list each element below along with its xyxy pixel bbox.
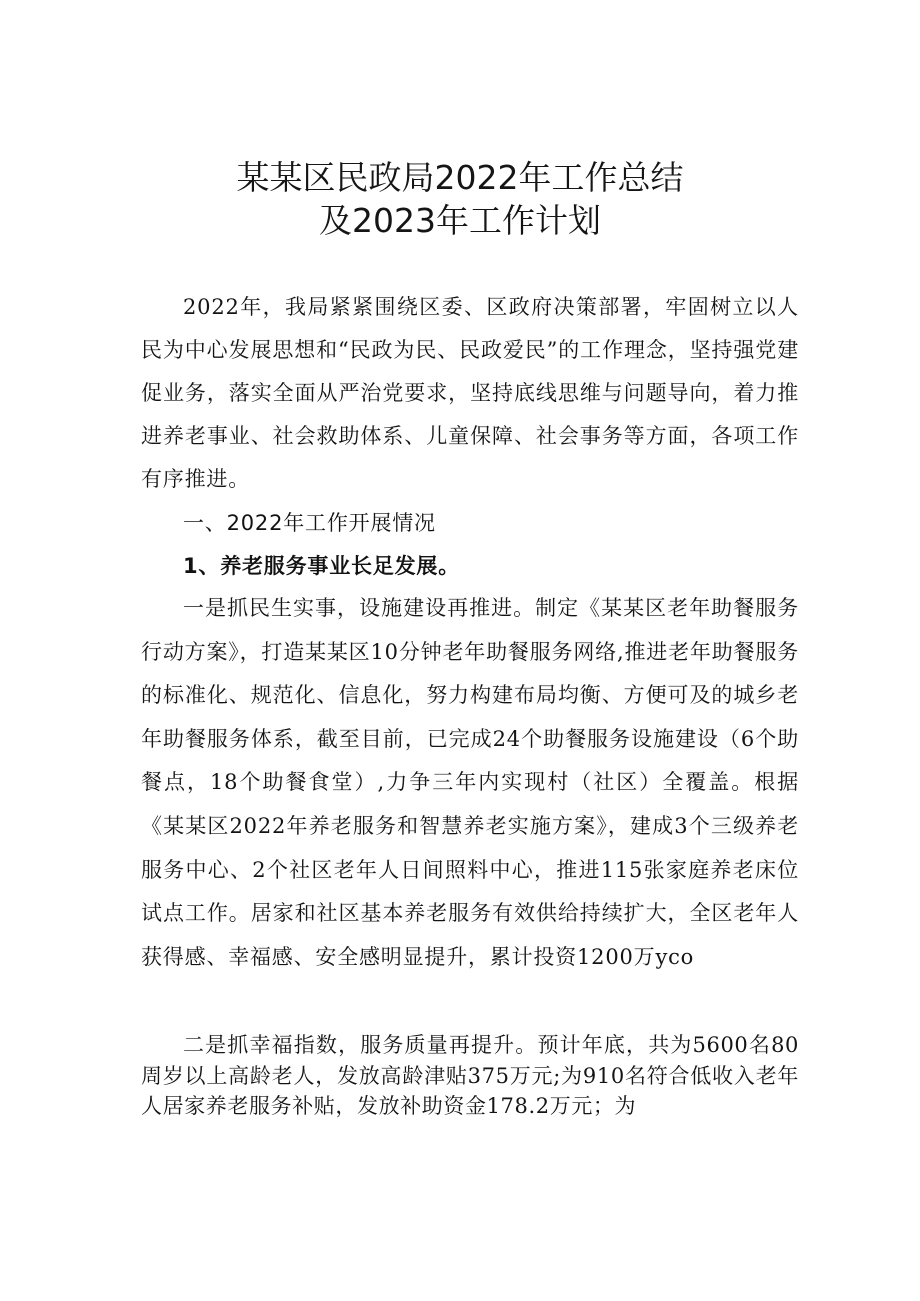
paragraph-happiness-index: 二是抓幸福指数，服务质量再提升。预计年底，共为5600名80周岁以上高龄老人，发放高龄津贴375万元;为910名符合低收入老年人居家养老服务补贴，发放补助资金178.2万元；为 [141, 1033, 799, 1118]
subsection-heading: 1、养老服务事业长足发展。 [183, 554, 461, 578]
document-title-line-1: 某某区民政局2022年工作总结 [236, 158, 684, 197]
paragraph-elderly-meal-service: 一是抓民生实事，设施建设再推进。制定《某某区老年助餐服务行动方案》，打造某某区10分钟老年助餐服务网络,推进老年助餐服务的标准化、规范化、信息化，努力构建布局均衡、方便可及的城乡老年助餐服务体系，截至目前，已完成24个助餐服务设施建设（6个助餐点，18个助餐食堂）,力争三年内实现村（社区）全覆盖。根据《某某区2022年养老服务和智慧养老实施方案》，建成3个三级养老服务中心、2个社区老年人日间照料中心，推进115张家庭养老床位试点工作。居家和社区基本养老服务有效供给持续扩大，全区老年人获得感、幸福感、安全感明显提升，累计投资1200万yco [141, 596, 799, 969]
document-title-line-2: 及2023年工作计划 [319, 201, 601, 240]
section-heading: 一、2022年工作开展情况 [183, 511, 436, 535]
intro-paragraph: 2022年，我局紧紧围绕区委、区政府决策部署，牢固树立以人民为中心发展思想和“民政为民、民政爱民”的工作理念，坚持强党建促业务，落实全面从严治党要求，坚持底线思维与问题导向，着力推进养老事业、社会救助体系、儿童保障、社会事务等方面，各项工作有序推进。 [141, 295, 799, 491]
